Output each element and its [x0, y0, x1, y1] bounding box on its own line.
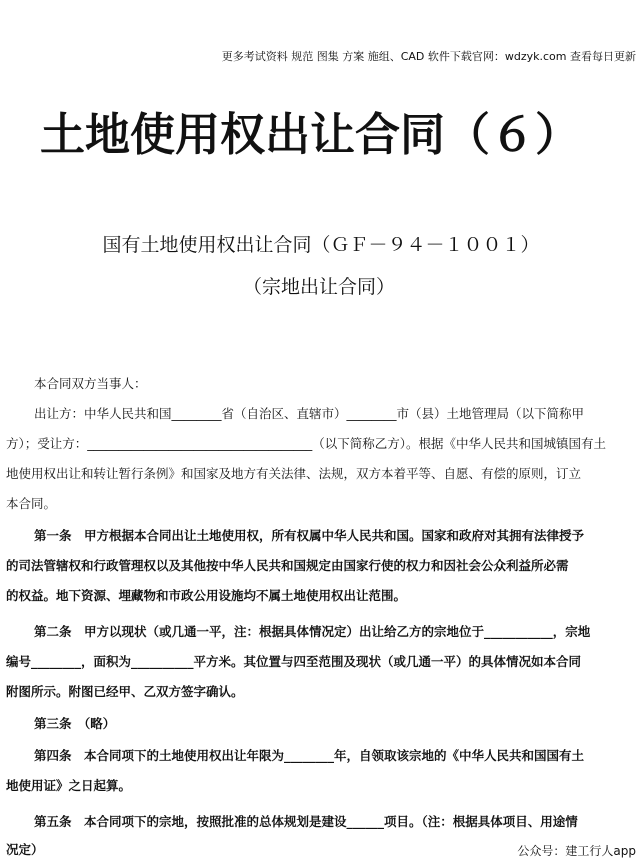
article-3-line: 第三条 （略） — [34, 716, 116, 731]
body-line-basis: 地使用权出让和转让暂行条例》和国家及地方有关法律、法规，双方本着平等、自愿、有偿的原则，订立 — [6, 466, 582, 481]
header-note: 更多考试资料 规范 图集 方案 施组、CAD 软件下载官网：wdzyk.com 查看每日更新 — [221, 50, 636, 63]
body-line-grantor: 出让方：中华人民共和国________省（自治区、直辖市）________市（县）土地管理局（以下简称甲 — [34, 406, 585, 421]
body-line-grantee: 方）；受让方：____________________________________（以下简称乙方）。根据《中华人民共和国城镇国有土 — [6, 436, 607, 451]
document-subtitle-secondary: （宗地出让合同） — [242, 276, 395, 298]
article-5-line-1: 第五条 本合同项下的宗地，按照批准的总体规划是建设______项目。（注：根据具体项目、用途情 — [34, 814, 578, 829]
article-2-line-1: 第二条 甲方以现状（或几通一平，注：根据具体情况定）出让给乙方的宗地位于___________，宗地 — [34, 624, 591, 639]
document-title: 土地使用权出让合同（６） — [40, 108, 581, 161]
article-2-line-2: 编号________，面积为__________平方米。其位置与四至范围及现状（或几通一平）的具体情况如本合同 — [6, 654, 582, 669]
article-2-line-3: 附图所示。附图已经甲、乙双方签字确认。 — [6, 684, 244, 699]
article-1-line-1: 第一条 甲方根据本合同出让土地使用权，所有权属中华人民共和国。国家和政府对其拥有法律授予 — [34, 528, 585, 543]
document-subtitle: 国有土地使用权出让合同（ＧＦ－９４－１００１） — [102, 234, 540, 256]
article-4-line-2: 地使用证》之日起算。 — [6, 778, 132, 793]
article-1-line-2: 的司法管辖权和行政管理权以及其他按中华人民共和国规定由国家行使的权力和因社会公众利益所必需 — [6, 558, 569, 573]
body-line-parties: 本合同双方当事人： — [34, 376, 147, 391]
body-line-conclude: 本合同。 — [6, 496, 57, 511]
article-4-line-1: 第四条 本合同项下的土地使用权出让年限为________年，自领取该宗地的《中华人民共和国国有土 — [34, 748, 585, 763]
article-5-line-2: 况定） — [6, 842, 44, 857]
footer-watermark-note: 公众号：建工行人app — [517, 844, 636, 858]
article-1-line-3: 的权益。地下资源、埋藏物和市政公用设施均不属土地使用权出让范围。 — [6, 588, 407, 603]
